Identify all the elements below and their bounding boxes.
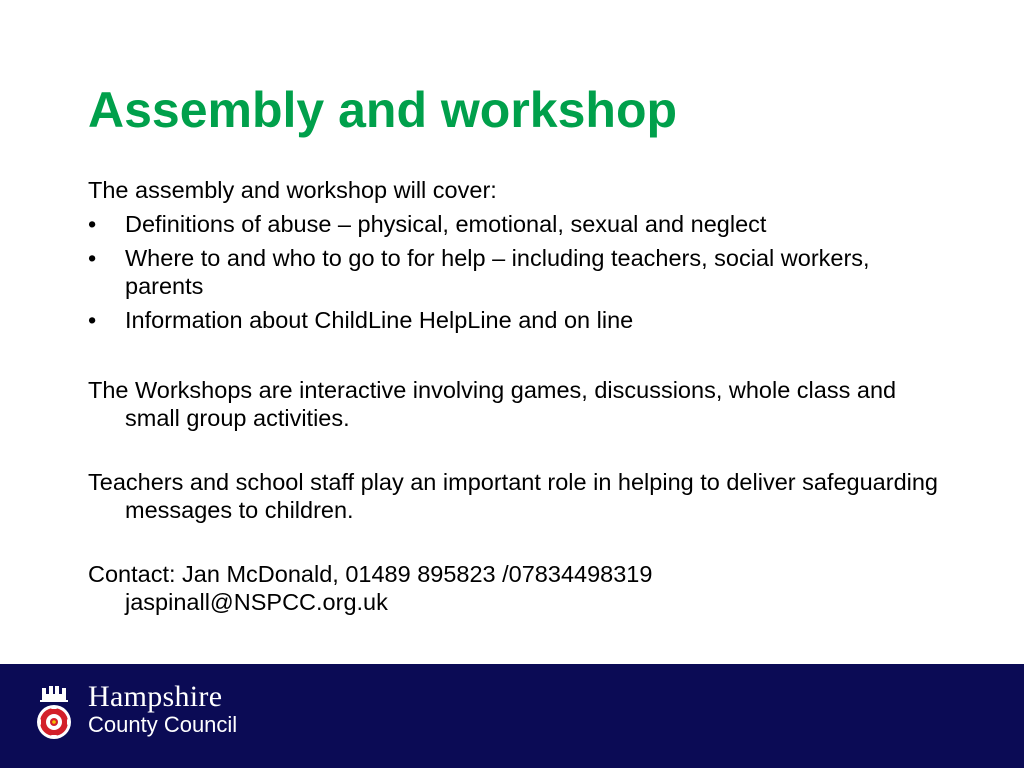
spacer	[88, 432, 948, 468]
contact-paragraph	[88, 560, 948, 616]
contact-line: Contact: Jan McDonald, 01489 895823 /07834498319	[88, 561, 653, 587]
brand-name: Hampshire	[88, 680, 223, 713]
bullet-dot: •	[88, 307, 97, 333]
contact-email: jaspinall@NSPCC.org.uk	[125, 589, 388, 615]
bullet-item	[88, 244, 948, 300]
bullet-dot: •	[88, 245, 97, 271]
spacer	[88, 524, 948, 560]
bullet-text: Definitions of abuse – physical, emotional, sexual and neglect	[125, 211, 767, 237]
bullet-item	[88, 210, 948, 238]
slide-body	[88, 176, 948, 616]
brand-subtitle: County Council	[88, 712, 238, 737]
bullet-list	[88, 210, 948, 334]
hampshire-crest-icon	[34, 684, 74, 746]
spacer	[88, 340, 948, 376]
intro-text: The assembly and workshop will cover:	[88, 177, 497, 203]
bullet-text: Information about ChildLine HelpLine and on line	[125, 307, 634, 333]
bullet-item	[88, 306, 948, 334]
bullet-text: Where to and who to go to for help – including teachers, social workers, parents	[125, 245, 870, 299]
teachers-paragraph: Teachers and school staff play an important role in helping to deliver safeguarding messages to children.	[88, 469, 939, 523]
workshops-paragraph: The Workshops are interactive involving games, discussions, whole class and small group activities.	[88, 377, 897, 431]
bullet-dot: •	[88, 211, 97, 237]
slide-title: Assembly and workshop	[88, 82, 678, 138]
